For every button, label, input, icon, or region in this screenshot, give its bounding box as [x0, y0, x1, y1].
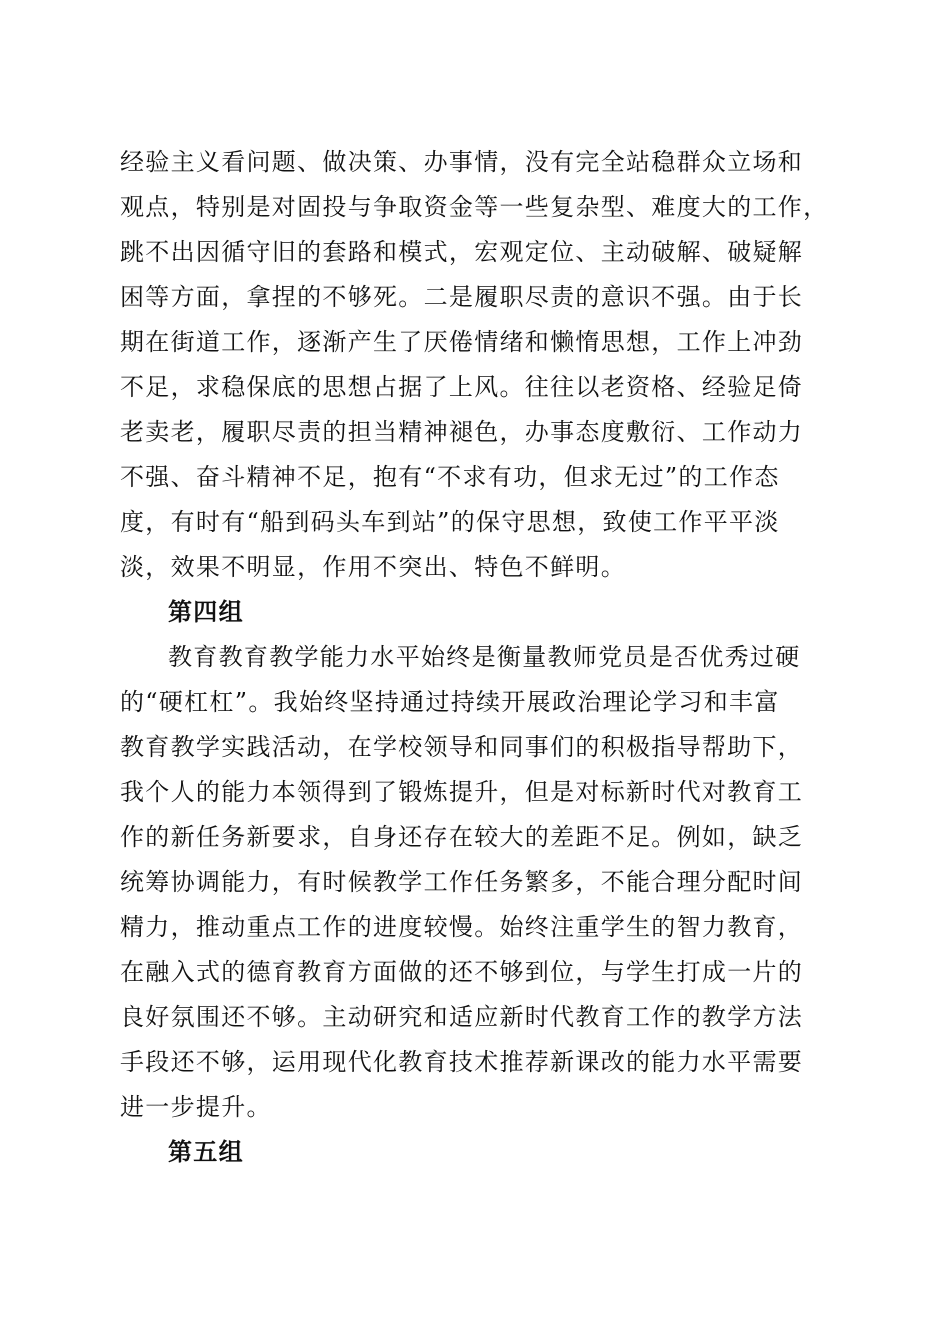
paragraph-line: 良好氛围还不够。主动研究和适应新时代教育工作的教学方法: [120, 1003, 804, 1031]
paragraph-line: 经验主义看问题、做决策、办事情，没有完全站稳群众立场和: [120, 148, 804, 176]
paragraph-line: 精力，推动重点工作的进度较慢。始终注重学生的智力教育，: [120, 913, 804, 941]
section-heading: 第五组: [168, 1137, 244, 1166]
paragraph-line: 跳不出因循守旧的套路和模式，宏观定位、主动破解、破疑解: [120, 238, 804, 266]
paragraph-line: 淡，效果不明显，作用不突出、特色不鲜明。: [120, 553, 626, 581]
paragraph-line: 期在街道工作，逐渐产生了厌倦情绪和懒惰思想，工作上冲劲: [120, 328, 804, 356]
paragraph-line: 进一步提升。: [120, 1093, 272, 1121]
paragraph-line: 统筹协调能力，有时候教学工作任务繁多，不能合理分配时间: [120, 868, 804, 896]
paragraph-line: 不强、奋斗精神不足，抱有“不求有功，但求无过”的工作态: [120, 463, 780, 491]
paragraph-line: 作的新任务新要求，自身还存在较大的差距不足。例如，缺乏: [120, 823, 804, 851]
paragraph-line: 不足，求稳保底的思想占据了上风。往往以老资格、经验足倚: [120, 373, 804, 401]
paragraph-line: 教育教学实践活动，在学校领导和同事们的积极指导帮助下，: [120, 733, 804, 761]
paragraph-line: 观点，特别是对固投与争取资金等一些复杂型、难度大的工作，: [120, 193, 829, 221]
paragraph-line: 手段还不够，运用现代化教育技术推荐新课改的能力水平需要: [120, 1048, 804, 1076]
paragraph-line: 在融入式的德育教育方面做的还不够到位，与学生打成一片的: [120, 958, 804, 986]
paragraph-line: 的“硬杠杠”。我始终坚持通过持续开展政治理论学习和丰富: [120, 688, 780, 716]
paragraph-line: 困等方面，拿捏的不够死。二是履职尽责的意识不强。由于长: [120, 283, 804, 311]
paragraph-line: 教育教育教学能力水平始终是衡量教师党员是否优秀过硬: [168, 643, 801, 671]
section-heading: 第四组: [168, 597, 244, 626]
paragraph-line: 我个人的能力本领得到了锻炼提升，但是对标新时代对教育工: [120, 778, 804, 806]
paragraph-line: 度，有时有“船到码头车到站”的保守思想，致使工作平平淡: [120, 508, 780, 536]
paragraph-line: 老卖老，履职尽责的担当精神褪色，办事态度敷衍、工作动力: [120, 418, 804, 446]
